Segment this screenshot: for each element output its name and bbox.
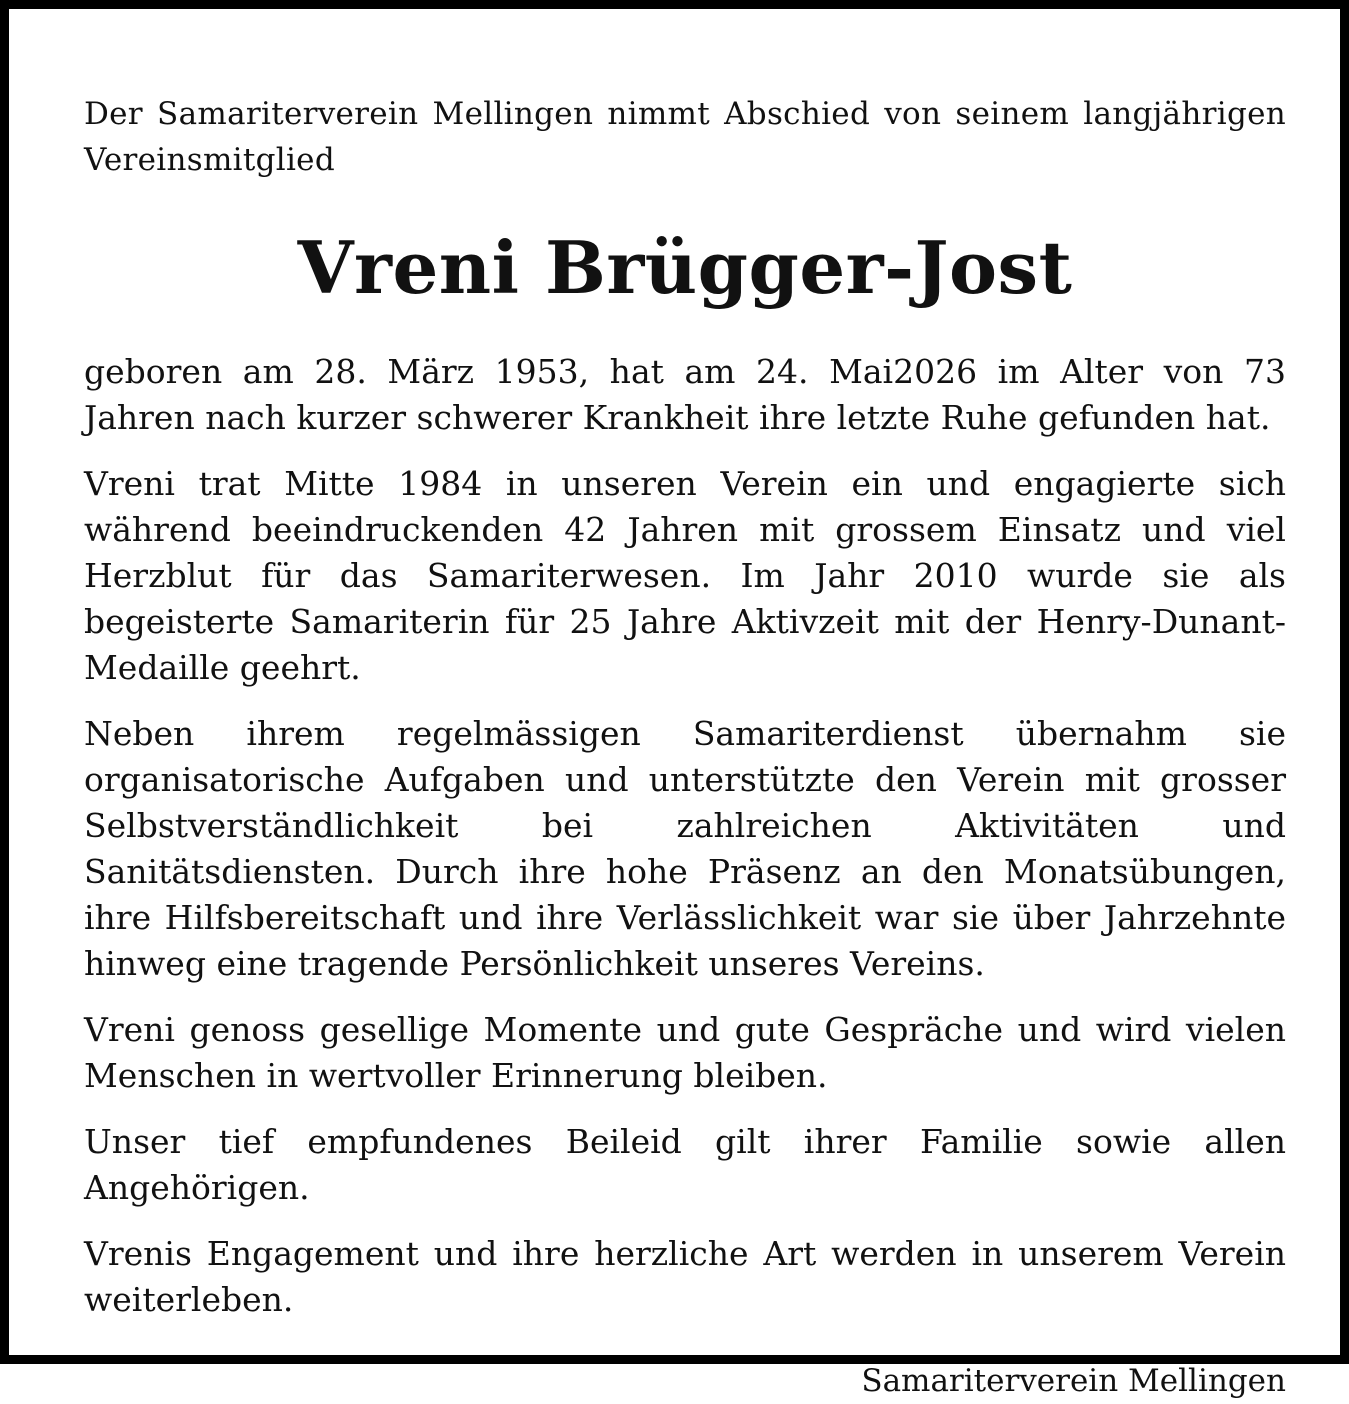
paragraph-condolences: Unser tief empfundenes Beileid gilt ihrer Familie sowie allen Angehörigen. [84,1122,1286,1207]
paragraph-memories: Vreni genoss gesellige Momente und gute Gespräche und wird vielen Menschen in wertvoller Erinnerung bleiben. [84,1010,1286,1095]
intro-text: Der Samariterverein Mellingen nimmt Abschied von seinem langjährigen Vereinsmitglied [84,96,1286,178]
paragraph-birth-death: geboren am 28. März 1953, hat am 24. Mai2026 im Alter von 73 Jahren nach kurzer schwerer Krankheit ihre letzte Ruhe gefunden hat. [84,352,1286,437]
paragraph-legacy: Vrenis Engagement und ihre herzliche Art werden in unserem Verein weiterleben. [84,1234,1286,1319]
signature: Samariterverein Mellingen [861,1363,1286,1399]
paragraph-service: Neben ihrem regelmässigen Samariterdienst übernahm sie organisatorische Aufgaben und unterstützte den Verein mit grosser Selbstverständlichkeit bei zahlreichen Aktivitäten und Sanitätsdiensten. Durch ihre hohe Präsenz an den Monatsübungen, ihre Hilfsbereitschaft und ihre Verlässlichkeit war sie über Jahrzehnte hinweg eine tragende Persönlichkeit unseres Vereins. [84,714,1286,983]
deceased-name: Vreni Brügger-Jost [297,225,1073,310]
obituary-content [84,91,1286,1404]
paragraph-membership: Vreni trat Mitte 1984 in unseren Verein ein und engagierte sich während beeindruckenden 42 Jahren mit grossem Einsatz und viel Herzblut für das Samariterwesen. Im Jahr 2010 wurde sie als begeisterte Samariterin für 25 Jahre Aktivzeit mit der Henry-Dunant-Medaille geehrt. [84,464,1286,687]
